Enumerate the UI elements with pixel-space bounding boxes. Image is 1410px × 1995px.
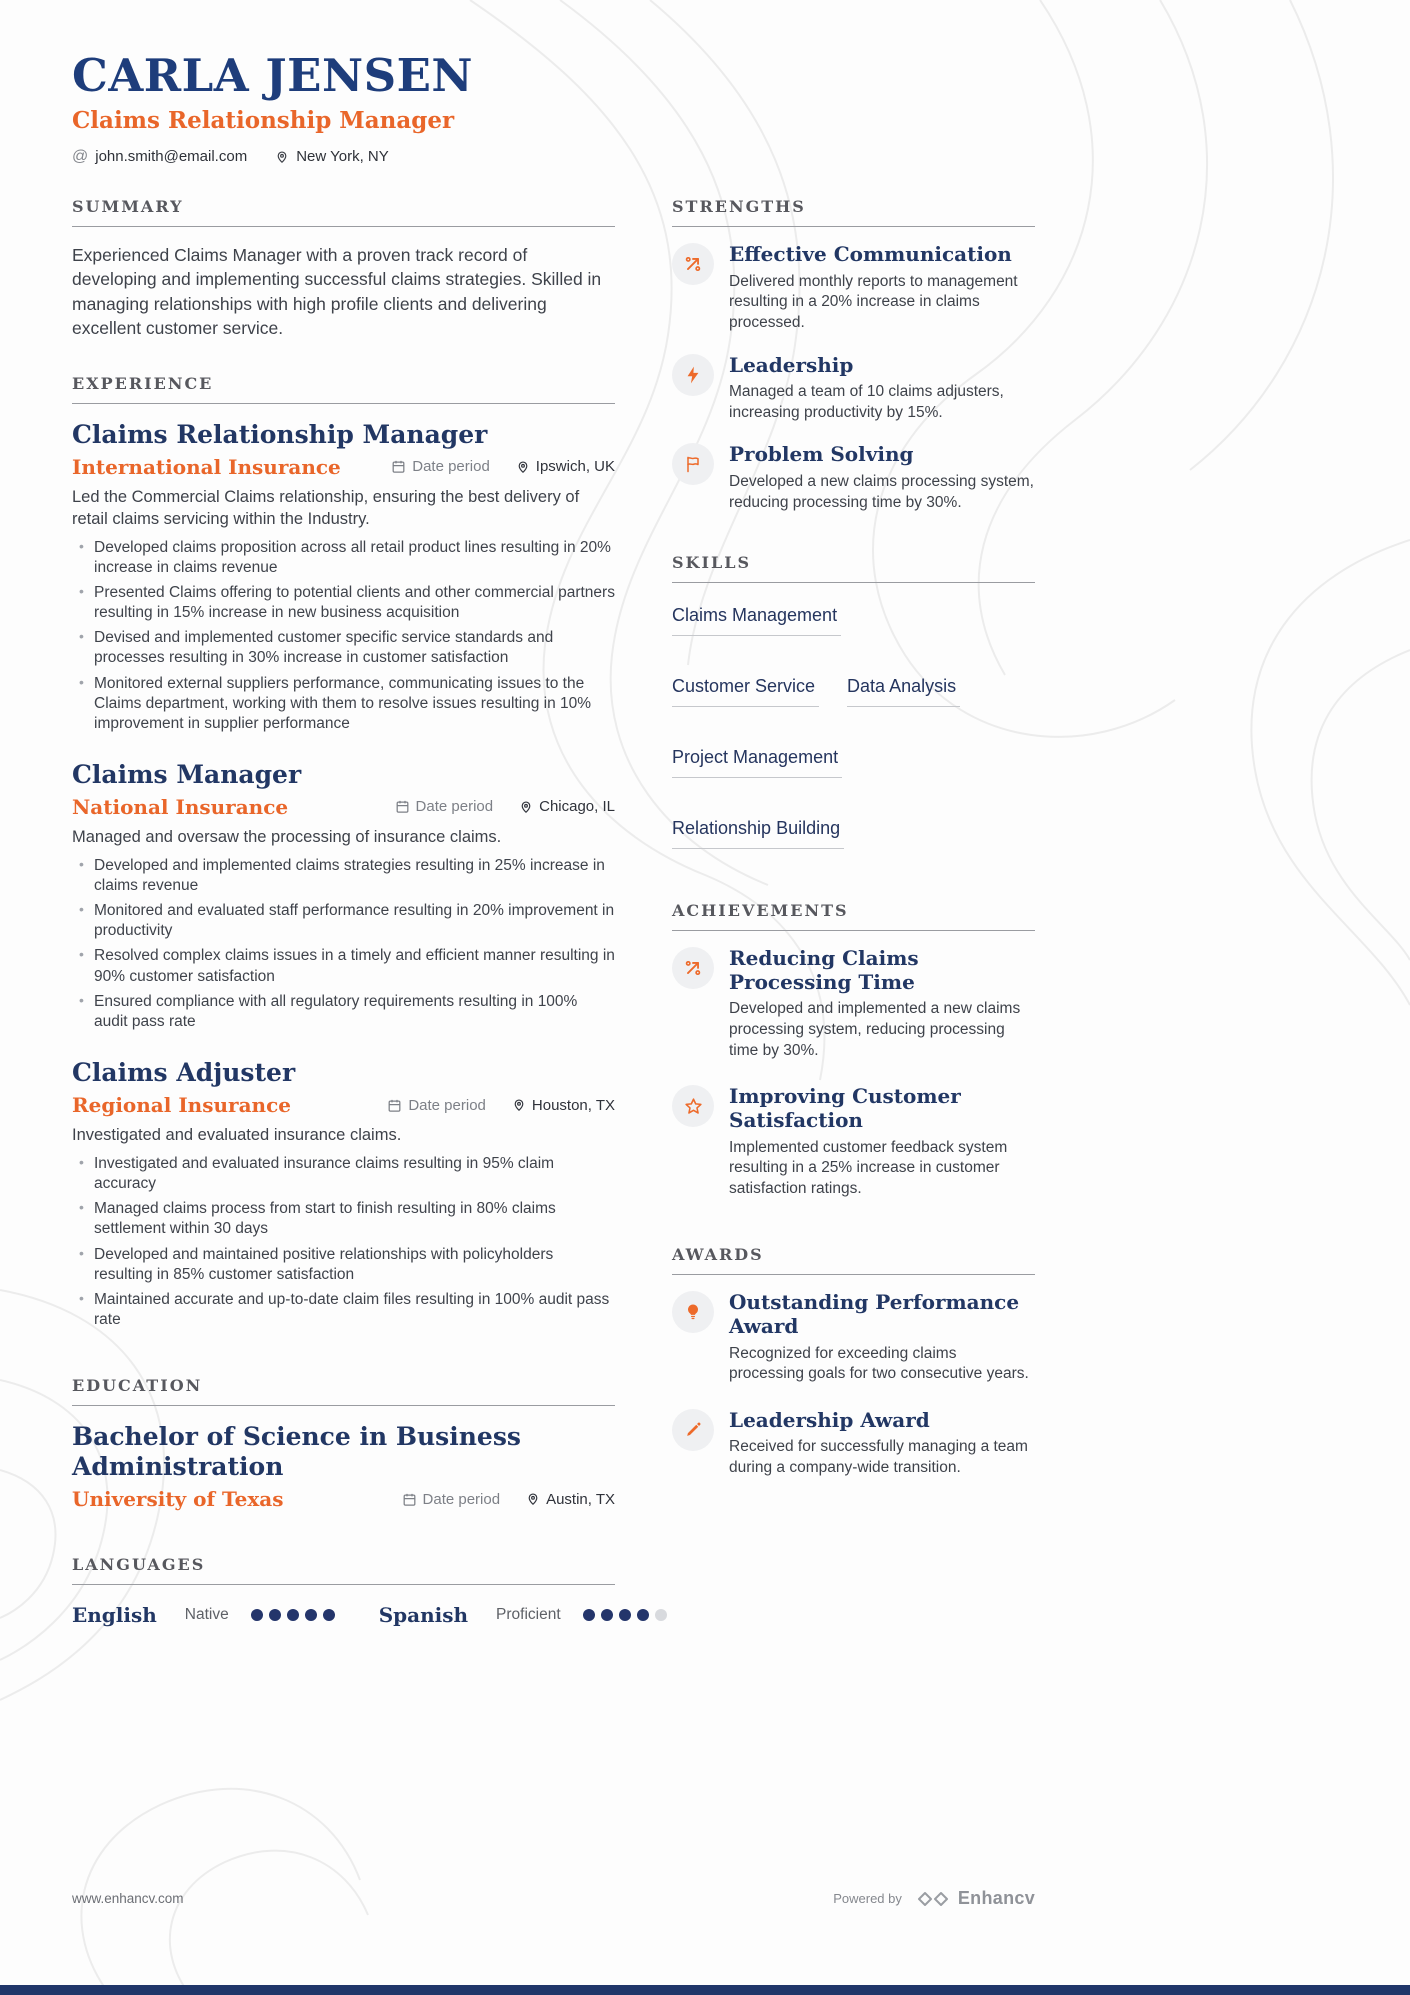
awards-header: AWARDS [672,1245,1035,1275]
enhancv-brand-text: Enhancv [957,1888,1035,1908]
star-icon [672,1085,714,1127]
award-title: Outstanding Performance Award [729,1290,1020,1338]
contact-row [72,148,1035,165]
bullet-item: • Developed and maintained positive relationships with policyholders resulting in 85% customer satisfaction [72,1245,615,1285]
education-section [72,1376,615,1511]
proficiency-dot [305,1609,317,1621]
contact-location [275,148,389,165]
achievement-title: Reducing Claims Processing Time [729,946,919,994]
job-location [519,798,615,815]
language-item [379,1603,667,1627]
strength-title: Effective Communication [729,242,1012,267]
language-name: English [72,1603,157,1628]
achievement-item [672,947,1035,1061]
achievement-title: Improving Customer Satisfaction [729,1084,961,1132]
achievements-section [672,901,1035,1199]
bullet-item: • Devised and implemented customer specific service standards and processes resulting in 30% increase in customer satisfaction [72,628,615,668]
resume-header [72,49,1035,166]
bullet-item: • Resolved complex claims issues in a timely and efficient manner resulting in 90% customer satisfaction [72,946,615,986]
education-date [402,1491,501,1508]
strength-item [672,354,1035,424]
summary-text: Experienced Claims Manager with a proven track record of developing and implementing successful claims strategies. Skilled in managing relationships with high profile clients and delivering excellent customer service. [72,245,602,338]
summary-section [72,197,615,340]
experience-header: EXPERIENCE [72,374,615,404]
footer-site-link[interactable]: www.enhancv.com [72,1891,184,1906]
flag-icon [672,443,714,485]
skills-list [672,605,1035,849]
award-item [672,1291,1035,1384]
bullet-item: • Ensured compliance with all regulatory requirements resulting in 100% audit pass rate [72,992,615,1032]
language-name: Spanish [378,1603,469,1628]
degree-title: Bachelor of Science in Business Administration [72,1422,521,1482]
strength-text: Delivered monthly reports to management resulting in a 20% increase in claims processed. [729,272,1018,332]
job-subheader [72,795,615,819]
languages-row [72,1603,615,1627]
language-proficiency-dots [583,1609,667,1621]
calendar-icon [402,1492,417,1507]
job-entry [72,760,615,1032]
person-job-title: Claims Relationship Manager [72,107,455,135]
left-column [72,197,615,1627]
strength-text: Developed a new claims processing system, reducing processing time by 30%. [729,473,1034,511]
proficiency-dot [269,1609,281,1621]
proficiency-dot [637,1609,649,1621]
job-date [395,798,494,815]
job-company: International Insurance [72,454,341,479]
location-pin-icon [519,800,533,814]
school-name: University of Texas [72,1487,284,1512]
pencil-icon [672,1409,714,1451]
proficiency-dot [601,1609,613,1621]
lightning-icon [672,354,714,396]
education-location-text: Austin, TX [546,1490,615,1508]
proficiency-dot [619,1609,631,1621]
skills-section [672,553,1035,849]
location-pin-icon [512,1098,526,1112]
proficiency-dot [583,1609,595,1621]
strength-title: Problem Solving [729,442,914,467]
language-proficiency-dots [251,1609,335,1621]
job-bullet-list [72,538,615,734]
job-location-text: Chicago, IL [539,798,615,816]
proficiency-dot [655,1609,667,1621]
job-bullet-list [72,1154,615,1330]
education-date-text: Date period [422,1490,501,1508]
job-date [387,1097,486,1114]
email-icon: @ [72,147,89,165]
award-title: Leadership Award [729,1407,930,1432]
bullet-item: • Managed claims process from start to finish resulting in 80% claims settlement within 30 days [72,1199,615,1239]
language-item [72,1603,335,1627]
job-subheader [72,455,615,479]
education-header: EDUCATION [72,1376,615,1406]
achievement-text: Developed and implemented a new claims processing system, reducing processing time by 30%. [729,1000,1021,1059]
achievement-text: Implemented customer feedback system resulting in a 25% increase in customer satisfaction ratings. [729,1138,1008,1197]
enhancv-logo-icon [916,1890,950,1908]
job-date-text: Date period [415,798,494,816]
job-date-text: Date period [412,458,490,476]
skill-item: Project Management [672,747,842,778]
job-entry [72,1058,615,1330]
job-title: Claims Relationship Manager [72,419,488,449]
strengths-header: STRENGTHS [672,197,1035,227]
skill-item: Relationship Building [672,818,844,849]
languages-section [72,1555,615,1627]
proficiency-dot [323,1609,335,1621]
job-description: Led the Commercial Claims relationship, ensuring the best delivery of retail claims servicing within the Industry. [72,487,580,528]
achievements-header: ACHIEVEMENTS [672,901,1035,931]
enhancv-logo[interactable] [916,1888,1035,1909]
contact-email [72,148,247,165]
percent-arrow-icon [672,947,714,989]
strength-title: Leadership [729,352,854,377]
achievement-item [672,1085,1035,1199]
calendar-icon [391,459,406,474]
education-subheader [72,1487,615,1511]
award-item [672,1409,1035,1479]
email-text: john.smith@email.com [95,148,248,166]
job-company: National Insurance [72,794,289,819]
experience-section [72,374,615,1330]
job-entry [72,420,615,734]
percent-arrow-icon [672,243,714,285]
bullet-item: • Developed and implemented claims strategies resulting in 25% increase in claims revenue [72,856,615,896]
skill-item: Customer Service [672,676,819,707]
proficiency-dot [287,1609,299,1621]
person-name: CARLA JENSEN [72,49,474,102]
job-subheader [72,1093,615,1117]
skill-item: Data Analysis [847,676,960,707]
language-level: Native [184,1606,229,1624]
bullet-item: • Maintained accurate and up-to-date claim files resulting in 100% audit pass rate [72,1290,615,1330]
job-title: Claims Adjuster [72,1058,296,1088]
location-pin-icon [275,150,289,164]
powered-by-label: Powered by [833,1891,902,1906]
location-pin-icon [526,1492,540,1506]
languages-header: LANGUAGES [72,1555,615,1585]
award-text: Received for successfully managing a team during a company-wide transition. [729,1438,1028,1476]
footer [72,1888,1035,1909]
location-text: New York, NY [296,148,389,166]
job-company: Regional Insurance [72,1093,291,1118]
job-bullet-list [72,856,615,1032]
calendar-icon [395,799,410,814]
strength-item [672,443,1035,513]
right-column [672,197,1035,1627]
job-date [391,458,490,475]
bullet-item: • Presented Claims offering to potential clients and other commercial partners resulting in 15% increase in new business acquisition [72,583,615,623]
language-level: Proficient [496,1606,561,1624]
bullet-item: • Monitored external suppliers performance, communicating issues to the Claims department, working with them to resolve issues resulting in 10% improvement in supplier performance [72,674,615,734]
summary-header: SUMMARY [72,197,615,227]
job-location [512,1097,615,1114]
award-text: Recognized for exceeding claims processing goals for two consecutive years. [729,1344,1029,1383]
job-description: Managed and oversaw the processing of insurance claims. [72,827,502,846]
strength-text: Managed a team of 10 claims adjusters, increasing productivity by 15%. [729,383,1004,421]
bottom-accent-bar [0,1985,1410,1995]
bullet-item: • Developed claims proposition across all retail product lines resulting in 20% increase in claims revenue [72,538,615,578]
awards-section [672,1245,1035,1478]
proficiency-dot [251,1609,263,1621]
location-pin-icon [516,460,530,474]
education-location [526,1491,615,1508]
calendar-icon [387,1098,402,1113]
job-location-text: Ipswich, UK [535,458,615,476]
strength-item [672,243,1035,333]
job-description: Investigated and evaluated insurance claims. [72,1126,402,1145]
lightbulb-icon [672,1291,714,1333]
skills-header: SKILLS [672,553,1035,583]
job-location [516,458,615,475]
strengths-section [672,197,1035,513]
bullet-item: • Monitored and evaluated staff performance resulting in 20% improvement in productivity [72,901,615,941]
job-date-text: Date period [408,1096,486,1114]
job-title: Claims Manager [72,759,302,789]
bullet-item: • Investigated and evaluated insurance claims resulting in 95% claim accuracy [72,1154,615,1194]
skill-item: Claims Management [672,605,841,636]
job-location-text: Houston, TX [531,1096,615,1114]
powered-by [833,1888,1035,1909]
